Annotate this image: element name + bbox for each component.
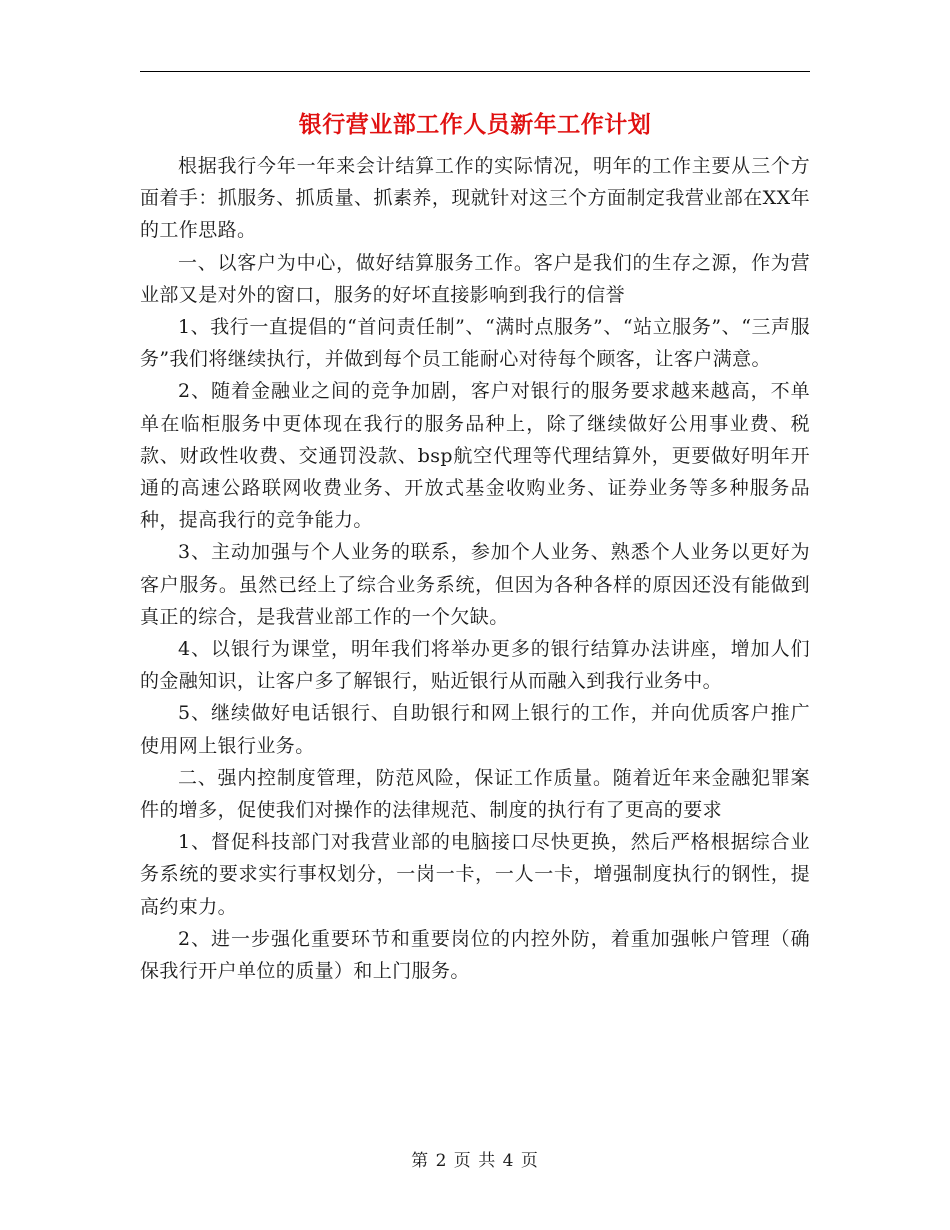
header-rule (140, 71, 810, 72)
paragraph-item: 5、继续做好电话银行、自助银行和网上银行的工作，并向优质客户推广使用网上银行业务。 (140, 702, 810, 757)
paragraph-intro: 根据我行今年一年来会计结算工作的实际情况，明年的工作主要从三个方面着手：抓服务、抓质量、抓素养，现就针对这三个方面制定我营业部在XX年的工作思路。 (140, 155, 810, 242)
paragraph-section-2: 二、强内控制度管理，防范风险，保证工作质量。随着近年来金融犯罪案件的增多，促使我们对操作的法律规范、制度的执行有了更高的要求 (140, 766, 810, 822)
document-title: 银行营业部工作人员新年工作计划 (298, 112, 652, 138)
paragraph-item: 2、进一步强化重要环节和重要岗位的内控外防，着重加强帐户管理（确保我行开户单位的质量）和上门服务。 (140, 927, 810, 983)
paragraph-item: 2、随着金融业之间的竞争加剧，客户对银行的服务要求越来越高，不单单在临柜服务中更体现在我行的服务品种上，除了继续做好公用事业费、税款、财政性收费、交通罚没款、bsp航空代理等代理结算外，更要做好明年开通的高速公路联网收费业务、开放式基金收购业务、证券业务等多种服务品种，提高我行的竞争能力。 (140, 380, 810, 532)
document-body (140, 150, 810, 987)
paragraph-item: 3、主动加强与个人业务的联系，参加个人业务、熟悉个人业务以更好为客户服务。虽然已经上了综合业务系统，但因为各种各样的原因还没有能做到真正的综合，是我营业部工作的一个欠缺。 (140, 541, 810, 628)
paragraph-item: 1、我行一直提倡的“首问责任制”、“满时点服务”、“站立服务”、“三声服务”我们将继续执行，并做到每个员工能耐心对待每个顾客，让客户满意。 (140, 316, 810, 371)
page-number-label: 第 2 页 共 4 页 (411, 1151, 539, 1171)
paragraph-section-1: 一、以客户为中心，做好结算服务工作。客户是我们的生存之源，作为营业部又是对外的窗口，服务的好坏直接影响到我行的信誉 (140, 251, 810, 306)
page-footer (140, 1146, 810, 1171)
paragraph-item: 1、督促科技部门对我营业部的电脑接口尽快更换，然后严格根据综合业务系统的要求实行事权划分，一岗一卡，一人一卡，增强制度执行的钢性，提高约束力。 (140, 831, 810, 918)
paragraph-item: 4、以银行为课堂，明年我们将举办更多的银行结算办法讲座，增加人们的金融知识，让客户多了解银行，贴近银行从而融入到我行业务中。 (140, 638, 810, 693)
